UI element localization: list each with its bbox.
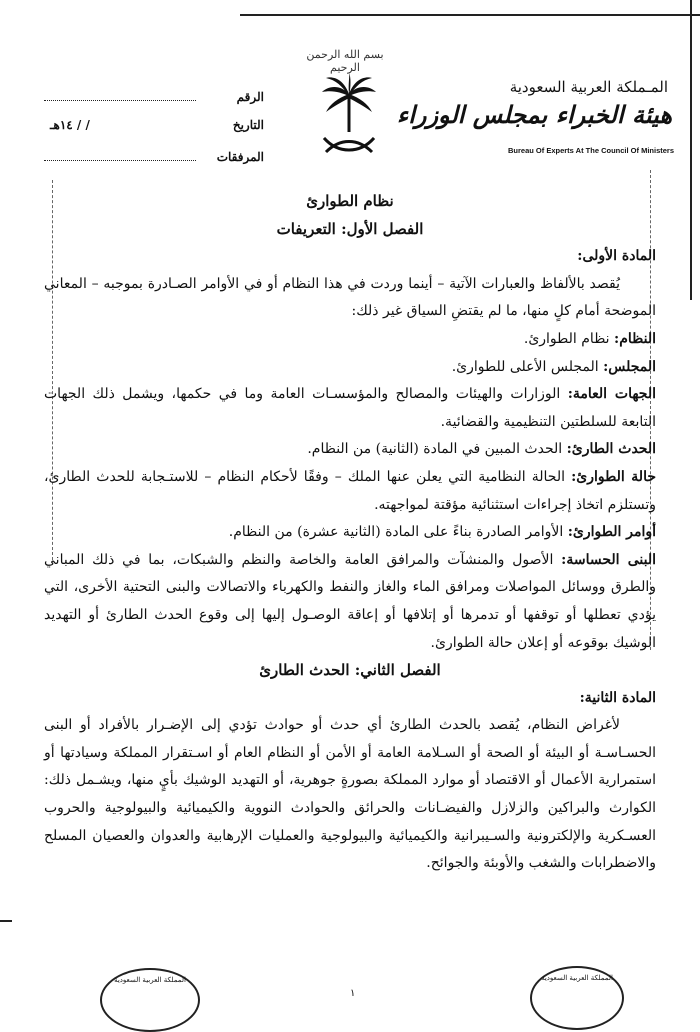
- page-number: ١: [350, 988, 356, 999]
- definition-item: [44, 381, 656, 436]
- definition-text: الأوامر الصادرة بناءً على المادة (الثانية عشرة) من النظام.: [228, 524, 568, 541]
- official-seal: [530, 966, 624, 1030]
- definition-item: [44, 519, 656, 547]
- definition-term: الحدث الطارئ:: [566, 441, 656, 458]
- bureau-name-english: Bureau Of Experts At The Council Of Ministers: [508, 146, 674, 155]
- chapter-two-heading: الفصل الثاني: الحدث الطارئ: [259, 661, 441, 680]
- date-value: / / ١٤هـ: [50, 118, 90, 132]
- bismillah-calligraphy: بسم الله الرحمن الرحيم: [306, 48, 384, 74]
- number-label: الرقم: [236, 90, 264, 104]
- chapter-one-heading: الفصل الأول: التعريفات: [276, 219, 424, 238]
- definition-item: [44, 326, 656, 354]
- definition-term: النظام:: [614, 330, 656, 347]
- definition-text: نظام الطوارئ.: [523, 330, 615, 347]
- definition-text: الوزارات والهيئات والمصالح والمؤسسـات العامة وما في حكمها، ويشمل ذلك الجهات التابعة للسلطتين التنظيمية والقضائية.: [44, 386, 656, 430]
- definition-term: حالة الطوارئ:: [571, 468, 656, 485]
- definition-term: المجلس:: [603, 358, 656, 375]
- article-two-heading: المادة الثانية:: [579, 689, 656, 706]
- definition-item: [44, 436, 656, 464]
- seal-text: المملكة العربية السعودية: [114, 976, 186, 984]
- meta-number-row: [44, 88, 264, 118]
- date-label: التاريخ: [232, 118, 264, 132]
- scan-line: [240, 14, 700, 16]
- article-two-text: لأغراض النظام، يُقصد بالحدث الطارئ أي حدث أو حوادث تؤدي إلى الإضـرار بالأفراد أو البنى الحسـاسـة أو البيئة أو الصحة أو السـلامة العامة أو الأمن أو النظام العام أو اسـتقرار المملكة وسيادتها أو استمرارية الأعمال أو الاقتصاد أو موارد المملكة بصورةٍ جوهرية، أو التهديد الوشيك بأيٍ منها، ويشـمل ذلك: الكوارث والبراكين والزلازل والفيضـانات والحرائق والحوادث النووية والكيميائية والبيولوجية والحروب العسـكرية والإلكترونية والسـيبرانية والكيميائية والبيولوجية والعمليات الإرهابية والعدوان والعصيان المسلح والاضطرابات والشغب والأوبئة والجوائح.: [44, 717, 656, 872]
- seal-text: المملكة العربية السعودية: [541, 974, 613, 982]
- definition-term: أوامر الطوارئ:: [567, 524, 656, 541]
- definition-text: الحدث المبين في المادة (الثانية) من النظام.: [307, 441, 567, 458]
- article-one-heading: المادة الأولى:: [577, 248, 656, 265]
- saudi-emblem-icon: [318, 72, 380, 162]
- definition-text: الحالة النظامية التي يعلن عنها الملك – وفقًا لأحكام النظام – للاستـجابة للحدث الطارئ، وتستلزم اتخاذ إجراءات استثنائية مؤقتة لمواجهته.: [44, 468, 656, 513]
- meta-date-row: [44, 118, 264, 148]
- margin-mark: [0, 920, 12, 922]
- official-seal: [100, 968, 200, 1032]
- definition-term: الجهات العامة:: [567, 386, 657, 403]
- definition-text: المجلس الأعلى للطوارئ.: [451, 358, 604, 375]
- document-title: نظام الطوارئ: [306, 192, 394, 210]
- bureau-logo-arabic: هيئة الخبراء بمجلس الوزراء: [396, 100, 672, 129]
- attachments-label: المرفقات: [216, 150, 264, 164]
- definition-item: [44, 547, 656, 657]
- definition-term: البنى الحساسة:: [561, 551, 656, 568]
- definition-item: [44, 354, 656, 382]
- meta-attachments-row: [44, 148, 264, 178]
- article-one-intro: يُقصد بالألفاظ والعبارات الآتية – أينما وردت في هذا النظام أو في الأوامر الصـادرة بموجبه – المعاني الموضحة أمام كلٍ منها، ما لم يقتضِ السياق غير ذلك:: [44, 275, 656, 320]
- attachments-line: [44, 148, 196, 161]
- document-body: [44, 188, 656, 878]
- document-meta: [44, 88, 264, 178]
- scan-line: [690, 0, 692, 300]
- kingdom-title: المـملكة العربية السعودية: [509, 78, 668, 96]
- number-line: [44, 88, 196, 101]
- definition-item: [44, 464, 656, 519]
- definition-text: الأصول والمنشآت والمرافق العامة والخاصة والنظم والشبكات، بما في ذلك المباني والطرق ووسائل المواصلات ومرافق الماء والغاز والنفط والكهرباء والاتصالات والبنى التحتية الأخرى، التي يؤدي تعطلها أو توقفها أو تدمرها أو إتلافها أو إعاقة الوصـول إليها إلى وقوع الحدث الطارئ أو التهديد الوشيك بوقوعه أو إعلان حالة الطوارئ.: [44, 551, 656, 651]
